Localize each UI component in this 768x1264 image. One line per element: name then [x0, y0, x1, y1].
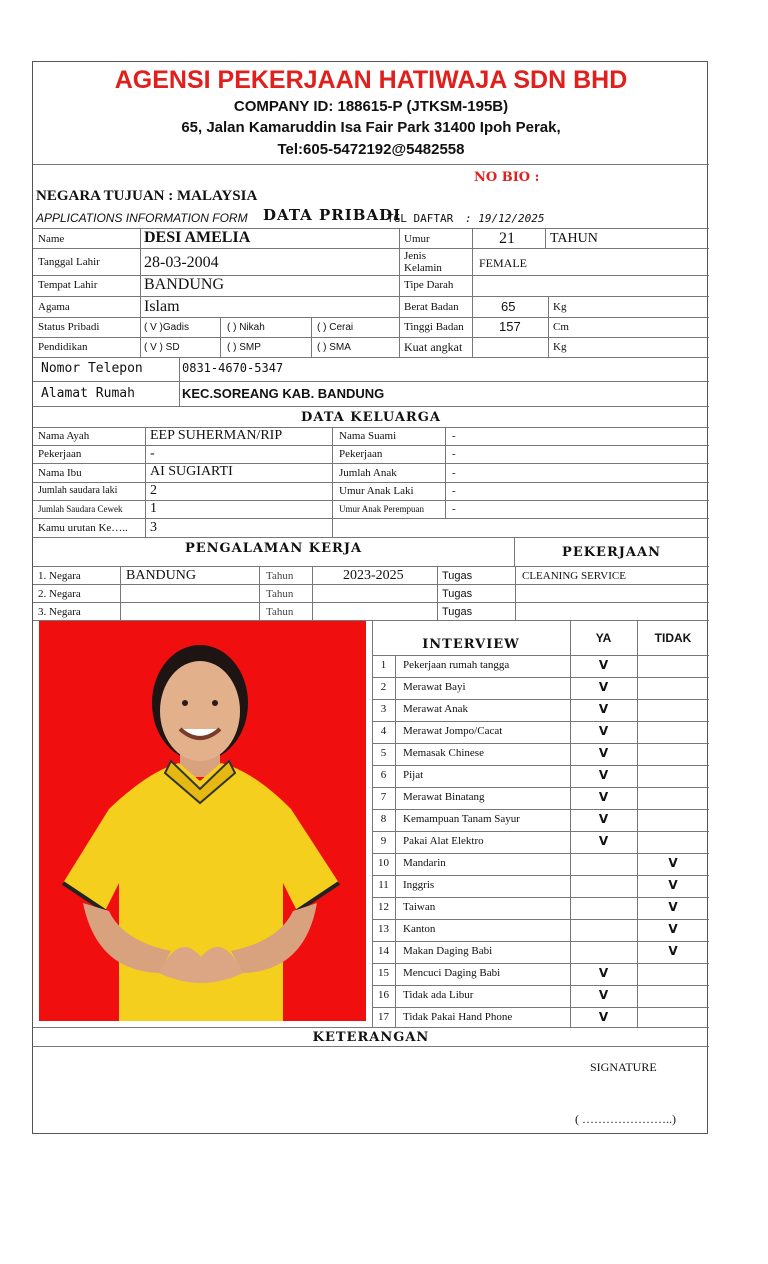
- exp-1-label: 1. Negara: [38, 570, 81, 582]
- signature-line: ( …………………..): [575, 1112, 676, 1126]
- phone-value: 0831-4670-5347: [182, 361, 284, 375]
- tidak-check-mark: V: [668, 944, 678, 958]
- interview-row-number: 3: [380, 703, 387, 715]
- ya-check-mark: V: [598, 702, 609, 716]
- status-nikah: ( ) Nikah: [227, 322, 265, 333]
- interview-row-label: Pijat: [403, 769, 424, 781]
- interview-row-label: Merawat Binatang: [403, 791, 485, 803]
- pendidikan-sma: ( ) SMA: [317, 342, 351, 353]
- interview-row-label: Taiwan: [403, 901, 436, 913]
- suami-value: -: [452, 430, 456, 442]
- tidak-check-mark: V: [668, 900, 678, 914]
- blood-label: Tipe Darah: [404, 279, 454, 291]
- jumlah-anak-label: Jumlah Anak: [339, 467, 397, 479]
- status-gadis: ( V )Gadis: [144, 322, 190, 333]
- kuat-label: Kuat angkat: [404, 340, 463, 354]
- tgl-daftar-value: : 19/12/2025: [465, 212, 545, 225]
- interview-row-number: 7: [380, 791, 387, 803]
- interview-row-label: Merawat Anak: [403, 703, 469, 715]
- interview-row-number: 17: [378, 1011, 389, 1023]
- exp-2-label: 2. Negara: [38, 588, 81, 600]
- umur-anak-laki-label: Umur Anak Laki: [339, 485, 414, 497]
- keluarga-title: DATA KELUARGA: [301, 410, 441, 425]
- name-label: Name: [38, 233, 65, 245]
- exp-2-tugas-label: Tugas: [442, 588, 473, 600]
- alamat-value: KEC.SOREANG KAB. BANDUNG: [182, 386, 385, 401]
- dob-value: 28-03-2004: [144, 254, 219, 271]
- interview-row-number: 11: [378, 879, 389, 891]
- umur-anak-perempuan-value: -: [452, 503, 456, 515]
- berat-value: 65: [501, 299, 516, 314]
- negara-tujuan: NEGARA TUJUAN : MALAYSIA: [36, 188, 258, 204]
- gender-label: Jenis Kelamin: [404, 250, 442, 274]
- ya-check-mark: V: [598, 834, 609, 848]
- tgl-daftar-label: TGL DAFTAR: [387, 212, 454, 225]
- interview-row-number: 1: [380, 659, 387, 671]
- pendidikan-label: Pendidikan: [38, 341, 88, 353]
- exp-1-tugas: CLEANING SERVICE: [522, 570, 626, 582]
- interview-row-label: Inggris: [403, 879, 435, 891]
- interview-row-label: Kanton: [403, 923, 436, 935]
- interview-row-number: 4: [380, 725, 387, 737]
- interview-row-label: Kemampuan Tanam Sayur: [403, 813, 520, 825]
- interview-row-number: 13: [378, 923, 389, 935]
- urutan-value: 3: [150, 520, 157, 535]
- urutan-label: Kamu urutan Ke…..: [38, 522, 128, 534]
- ya-check-mark: V: [598, 658, 609, 672]
- ibu-value: AI SUGIARTI: [150, 464, 233, 479]
- exp-1-tahun: 2023-2025: [343, 568, 404, 583]
- exp-2-tahun-label: Tahun: [266, 588, 294, 600]
- berat-label: Berat Badan: [404, 301, 459, 313]
- interview-row-label: Pekerjaan rumah tangga: [403, 659, 510, 671]
- interview-row-number: 5: [380, 747, 387, 759]
- interview-row-label: Merawat Bayi: [403, 681, 466, 693]
- company-tel: Tel:605-5472192@5482558: [277, 141, 465, 158]
- tidak-check-mark: V: [668, 878, 678, 892]
- interview-row-label: Makan Daging Babi: [403, 945, 493, 957]
- tinggi-unit: Cm: [553, 321, 569, 333]
- pekerjaan-ayah-value: -: [150, 446, 155, 461]
- company-address: 65, Jalan Kamaruddin Isa Fair Park 31400 Ipoh Perak,: [181, 119, 561, 136]
- umur-label: Umur: [404, 233, 430, 245]
- pendidikan-smp: ( ) SMP: [227, 342, 261, 353]
- exp-1-tugas-label: Tugas: [442, 570, 473, 582]
- interview-row-number: 2: [380, 681, 387, 693]
- tinggi-label: Tinggi Badan: [404, 321, 464, 333]
- exp-3-tugas-label: Tugas: [442, 606, 473, 618]
- interview-row-number: 9: [380, 835, 387, 847]
- ayah-label: Nama Ayah: [38, 430, 90, 442]
- interview-row-label: Mandarin: [403, 857, 446, 869]
- alamat-label: Alamat Rumah: [41, 386, 135, 401]
- company-id: COMPANY ID: 188615-P (JTKSM-195B): [233, 98, 509, 115]
- interview-row-label: Mencuci Daging Babi: [403, 967, 501, 979]
- kuat-unit: Kg: [553, 341, 567, 353]
- data-pribadi-title: DATA PRIBADI: [263, 206, 402, 224]
- tahun-label: TAHUN: [550, 231, 598, 246]
- interview-row-label: Tidak ada Libur: [403, 989, 474, 1001]
- name-value: DESI AMELIA: [144, 229, 251, 246]
- exp-3-label: 3. Negara: [38, 606, 81, 618]
- agama-value: Islam: [144, 298, 180, 315]
- interview-row-number: 12: [378, 901, 389, 913]
- tidak-header: TIDAK: [654, 631, 692, 645]
- interview-row-label: Memasak Chinese: [403, 747, 484, 759]
- interview-title: INTERVIEW: [422, 637, 520, 652]
- application-form: [32, 61, 708, 1134]
- interview-row-number: 15: [378, 967, 389, 979]
- gender-value: FEMALE: [479, 256, 527, 270]
- dob-label: Tanggal Lahir: [38, 256, 100, 268]
- status-label: Status Pribadi: [38, 321, 100, 333]
- exp-1-tahun-label: Tahun: [266, 570, 294, 582]
- pekerjaan-ayah-label: Pekerjaan: [38, 448, 82, 460]
- no-bio-label: NO BIO :: [474, 170, 540, 185]
- ya-check-mark: V: [598, 746, 609, 760]
- tinggi-value: 157: [499, 319, 521, 334]
- pob-label: Tempat Lahir: [38, 279, 98, 291]
- divider: [33, 164, 709, 165]
- pekerjaan-title: PEKERJAAN: [562, 545, 661, 560]
- ibu-label: Nama Ibu: [38, 467, 82, 479]
- ya-check-mark: V: [598, 812, 609, 826]
- tidak-check-mark: V: [668, 922, 678, 936]
- ya-check-mark: V: [598, 724, 609, 738]
- pendidikan-sd: ( V ) SD: [144, 342, 180, 353]
- interview-row-number: 8: [380, 813, 387, 825]
- agama-label: Agama: [38, 301, 70, 313]
- pekerjaan-suami-value: -: [452, 448, 456, 460]
- ya-check-mark: V: [598, 988, 609, 1002]
- applicant-portrait-icon: [39, 621, 366, 1021]
- ayah-value: EEP SUHERMAN/RIP: [150, 428, 283, 443]
- jumlah-anak-value: -: [452, 467, 456, 479]
- ya-header: YA: [595, 631, 612, 645]
- ya-check-mark: V: [598, 768, 609, 782]
- company-name: AGENSI PEKERJAAN HATIWAJA SDN BHD: [114, 66, 628, 94]
- saudara-laki-value: 2: [150, 483, 157, 498]
- tidak-check-mark: V: [668, 856, 678, 870]
- exp-3-tahun-label: Tahun: [266, 606, 294, 618]
- saudara-cewek-value: 1: [150, 501, 157, 516]
- keterangan-title: KETERANGAN: [312, 1030, 430, 1045]
- umur-anak-perempuan-label: Umur Anak Perempuan: [339, 504, 424, 514]
- pengalaman-title: PENGALAMAN KERJA: [184, 541, 363, 556]
- ya-check-mark: V: [598, 680, 609, 694]
- saudara-cewek-label: Jumlah Saudara Cewek: [38, 504, 123, 514]
- ya-check-mark: V: [598, 790, 609, 804]
- interview-row-label: Pakai Alat Elektro: [403, 835, 484, 847]
- pekerjaan-suami-label: Pekerjaan: [339, 448, 383, 460]
- saudara-laki-label: Jumlah saudara laki: [38, 485, 118, 496]
- umur-value: 21: [499, 230, 515, 247]
- applicant-photo: [39, 621, 366, 1021]
- interview-row-number: 6: [380, 769, 387, 781]
- suami-label: Nama Suami: [339, 430, 397, 442]
- interview-row-number: 10: [378, 857, 389, 869]
- phone-label: Nomor Telepon: [41, 361, 143, 376]
- status-cerai: ( ) Cerai: [317, 322, 354, 333]
- interview-row-number: 14: [378, 945, 389, 957]
- berat-unit: Kg: [553, 301, 567, 313]
- interview-row-number: 16: [378, 989, 389, 1001]
- ya-check-mark: V: [598, 1010, 609, 1024]
- interview-row-label: Tidak Pakai Hand Phone: [403, 1011, 513, 1023]
- pob-value: BANDUNG: [144, 276, 224, 293]
- form-title: APPLICATIONS INFORMATION FORM: [36, 211, 248, 225]
- interview-row-label: Merawat Jompo/Cacat: [403, 725, 503, 737]
- ya-check-mark: V: [598, 966, 609, 980]
- umur-anak-laki-value: -: [452, 485, 456, 497]
- signature-label: SIGNATURE: [590, 1060, 657, 1074]
- exp-1-negara: BANDUNG: [126, 568, 196, 583]
